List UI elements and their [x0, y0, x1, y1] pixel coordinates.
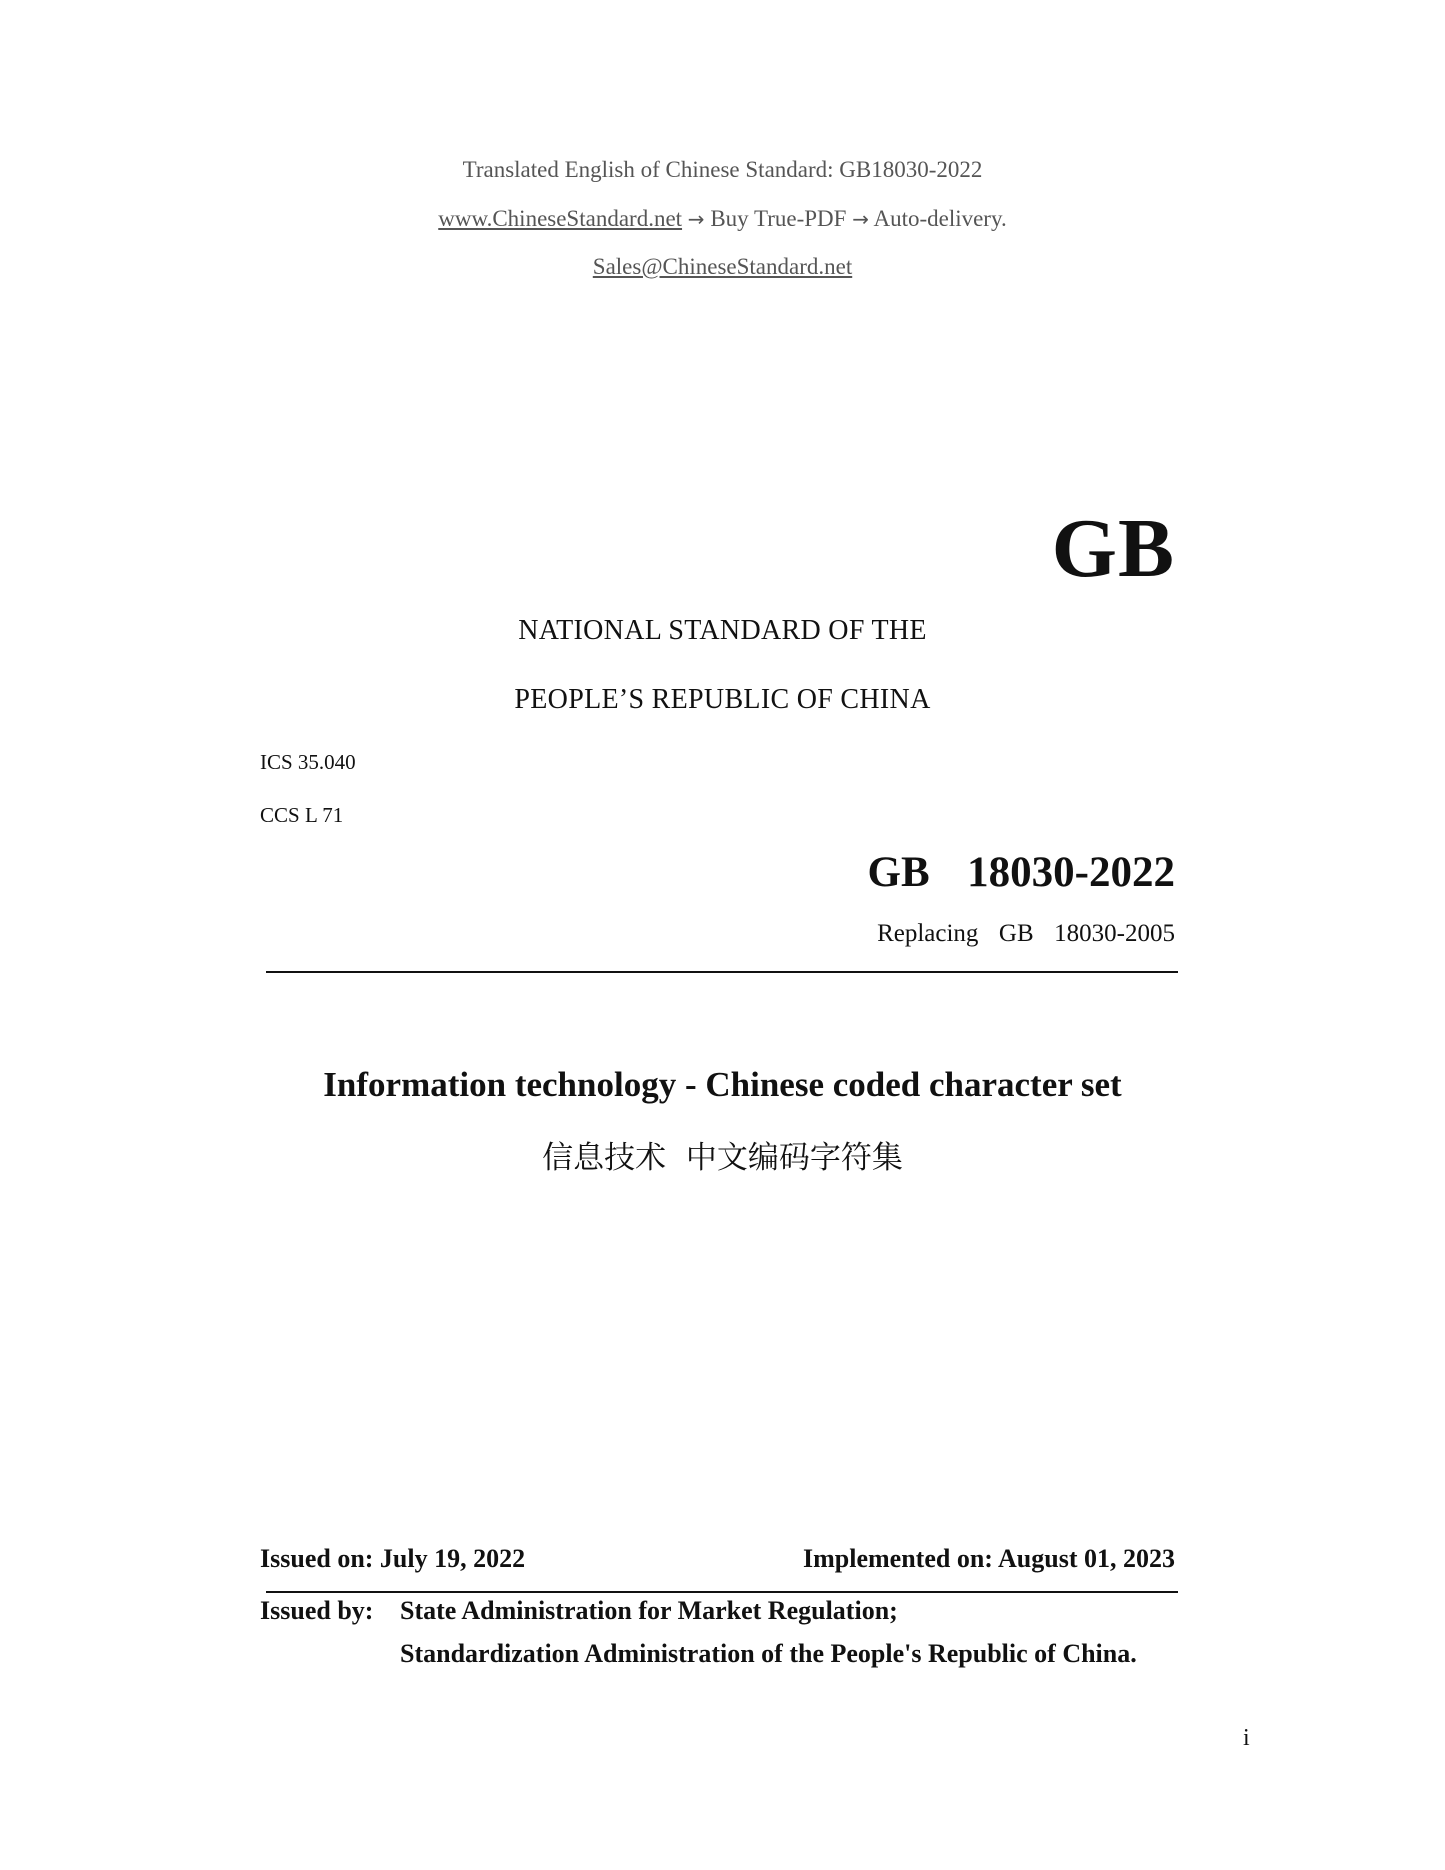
- issuer-line: State Administration for Market Regulation;: [400, 1596, 898, 1625]
- ics-code: ICS 35.040: [260, 750, 356, 774]
- standard-number: GB 18030-2022: [867, 849, 1175, 896]
- gb-logo: GB: [1051, 502, 1175, 595]
- issued-on: Issued on: July 19, 2022: [260, 1544, 526, 1573]
- arrow-right-icon: →: [852, 207, 869, 231]
- title-english: Information technology - Chinese coded character set: [323, 1065, 1122, 1104]
- arrow-right-icon: →: [687, 207, 705, 231]
- replacing-standard: Replacing GB 18030-2005: [877, 920, 1175, 947]
- buy-text: Buy True-PDF: [710, 206, 847, 231]
- title-chinese: 信息技术 中文编码字符集: [542, 1140, 903, 1176]
- header-email-line: [0, 254, 1445, 280]
- issuer-line: Standardization Administration of the People's Republic of China.: [400, 1639, 1137, 1668]
- page-number: i: [1243, 1725, 1250, 1751]
- site-link[interactable]: www.ChineseStandard.net: [438, 206, 683, 231]
- national-standard-line2: PEOPLE’S REPUBLIC OF CHINA: [514, 684, 931, 715]
- footer-divider: [266, 1591, 1178, 1593]
- implemented-on: Implemented on: August 01, 2023: [803, 1544, 1175, 1573]
- header-purchase-line: [0, 206, 1445, 232]
- national-standard-line1: NATIONAL STANDARD OF THE: [518, 615, 927, 646]
- email-link[interactable]: Sales@ChineseStandard.net: [592, 254, 853, 279]
- header-translation-text: Translated English of Chinese Standard: GB18030-2022: [462, 157, 983, 182]
- ccs-code: CCS L 71: [260, 803, 344, 827]
- header-translation-line: [0, 157, 1445, 183]
- issued-by-label: Issued by:: [260, 1596, 374, 1625]
- header-divider: [266, 971, 1178, 973]
- delivery-text: Auto-delivery.: [873, 206, 1007, 231]
